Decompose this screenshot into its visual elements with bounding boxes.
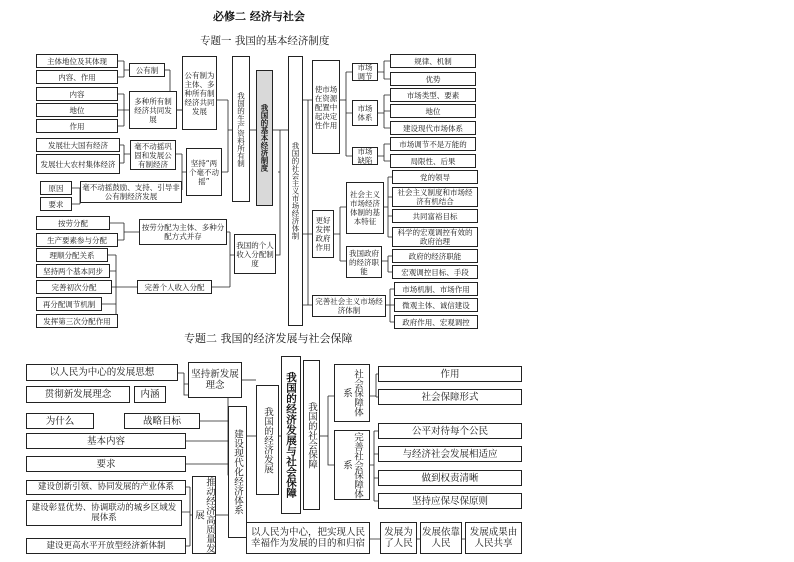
modern-item-1: 建设彰显优势、协调联动的城乡区域发展体系 [26, 500, 182, 526]
market-system-box: 市场体系 [352, 100, 378, 126]
market-regulation-item-1: 优势 [390, 72, 476, 86]
connotation-box: 内涵 [134, 386, 166, 403]
idea-item-1: 贯彻新发展理念 [26, 386, 130, 403]
bottom-item-2: 发展成果由人民共享 [465, 522, 522, 554]
basic-features-item-1: 社会主义制度和市场经济有机结合 [392, 187, 478, 207]
security-system-item-1: 社会保障形式 [378, 389, 522, 405]
modern-why-box: 为什么 [26, 413, 94, 429]
idea-item-0: 以人民为中心的发展思想 [26, 364, 178, 381]
unwavering-b-item-0: 原因 [40, 181, 72, 195]
topic1-center: 我国的基本经济制度 [256, 70, 273, 206]
modern-economic-system-box: 建设现代化经济体系 [228, 406, 247, 538]
improve-market-item-1: 微观主体、诚信建设 [394, 298, 478, 312]
market-system-item-1: 地位 [390, 104, 476, 118]
market-regulation-item-0: 规律、机制 [390, 54, 476, 68]
improve-income-box: 完善个人收入分配 [137, 280, 212, 294]
labor-distribution-box: 按劳分配为主体、多种分配方式并存 [139, 219, 227, 245]
market-system-item-0: 市场类型、要素 [390, 88, 476, 102]
nonpublic-ownership-box: 多种所有制经济共同发展 [129, 91, 177, 129]
strategic-goal-box: 战略目标 [124, 413, 200, 429]
basic-content-box: 基本内容 [26, 433, 186, 449]
public-item-0: 主体地位及其体现 [36, 54, 118, 68]
decisive-role-box: 使市场在资源配置中起决定性作用 [312, 60, 340, 154]
people-centered-box: 以人民为中心，把实现人民幸福作为发展的目的和归宿 [246, 522, 370, 554]
modern-item-0: 建设创新引领、协同发展的产业体系 [26, 480, 186, 495]
nonpublic-item-2: 作用 [36, 119, 118, 133]
improve-market-item-0: 市场机制、市场作用 [394, 282, 478, 296]
improve-security-item-2: 做到权责清晰 [378, 470, 522, 486]
unwavering-b-item-1: 要求 [40, 197, 72, 211]
topic2-title: 专题二 我国的经济发展与社会保障 [184, 332, 353, 345]
new-development-idea-box: 坚持新发展理念 [188, 362, 242, 398]
requirement-box: 要求 [26, 456, 186, 472]
improve-security-item-1: 与经济社会发展相适应 [378, 446, 522, 462]
improve-income-item-0: 理顺分配关系 [36, 248, 108, 262]
labor-item-1: 生产要素参与分配 [36, 233, 118, 247]
unwavering-a-item-0: 发展壮大国有经济 [36, 138, 120, 152]
improve-market-box: 完善社会主义市场经济体制 [312, 295, 386, 317]
gov-function-item-0: 政府的经济职能 [392, 249, 478, 263]
market-system-item-2: 建设现代市场体系 [390, 121, 476, 135]
modern-item-2: 建设更高水平开放型经济新体制 [26, 538, 186, 554]
topic1-title: 专题一 我国的基本经济制度 [200, 35, 330, 47]
bottom-item-1: 发展依靠人民 [420, 522, 462, 554]
development-pillar: 我国的经济发展 [256, 385, 279, 495]
nonpublic-item-1: 地位 [36, 103, 118, 117]
improve-market-item-2: 政府作用、宏观调控 [394, 315, 478, 329]
market-defect-item-1: 局限性、后果 [390, 154, 476, 168]
government-role-box: 更好发挥政府作用 [312, 210, 334, 258]
market-pillar: 我国的社会主义市场经济体制 [288, 56, 303, 326]
ownership-pillar: 我国的生产资料所有制 [232, 56, 250, 202]
social-security-system-box: 社会保障体系 [334, 364, 370, 422]
ownership-main-box: 公有制为主体、多种所有制经济共同发展 [182, 56, 217, 130]
gov-function-item-1: 宏观调控目标、手段 [392, 265, 478, 279]
unwavering-b-box: 毫不动摇鼓励、支持、引导非公有制经济发展 [80, 181, 182, 203]
basic-features-box: 社会主义市场经济体制的基本特征 [346, 182, 384, 234]
public-item-1: 内容、作用 [36, 70, 118, 84]
improve-security-item-0: 公平对待每个公民 [378, 423, 522, 439]
improve-income-item-1: 坚持两个基本同步 [36, 264, 110, 278]
bottom-item-0: 发展为了人民 [380, 522, 417, 554]
page-title: 必修二 经济与社会 [213, 10, 305, 23]
income-pillar: 我国的个人收入分配制度 [234, 234, 276, 274]
improve-income-item-3: 再分配调节机制 [36, 297, 102, 311]
security-pillar: 我国的社会保障 [303, 360, 320, 510]
topic2-center: 我国的经济发展与社会保障 [281, 356, 301, 514]
nonpublic-item-0: 内容 [36, 87, 118, 101]
public-ownership-box: 公有制 [129, 63, 165, 77]
unwavering-a-item-1: 发展壮大农村集体经济 [36, 154, 120, 174]
improve-security-item-3: 坚持应保尽保原则 [378, 493, 522, 509]
two-unwavering-box: 坚持“两个毫不动摇” [186, 148, 222, 196]
improve-income-item-2: 完善初次分配 [36, 280, 112, 294]
security-system-item-0: 作用 [378, 366, 522, 382]
gov-function-box: 我国政府的经济职能 [346, 246, 382, 278]
market-defect-box: 市场缺陷 [352, 147, 378, 165]
basic-features-item-3: 科学的宏观调控有效的政府治理 [392, 227, 478, 247]
labor-item-0: 按劳分配 [36, 216, 110, 230]
market-regulation-box: 市场调节 [352, 63, 378, 81]
improve-security-box: 完善社会保障体系 [334, 430, 370, 500]
unwavering-a-box: 毫不动摇巩固和发展公有制经济 [130, 140, 176, 170]
basic-features-item-0: 党的领导 [392, 170, 478, 184]
basic-features-item-2: 共同富裕目标 [392, 209, 478, 223]
improve-income-item-4: 发挥第三次分配作用 [36, 314, 118, 328]
market-defect-item-0: 市场调节不是万能的 [390, 137, 476, 151]
high-quality-development-box: 推动经济高质量发展 [193, 477, 215, 553]
